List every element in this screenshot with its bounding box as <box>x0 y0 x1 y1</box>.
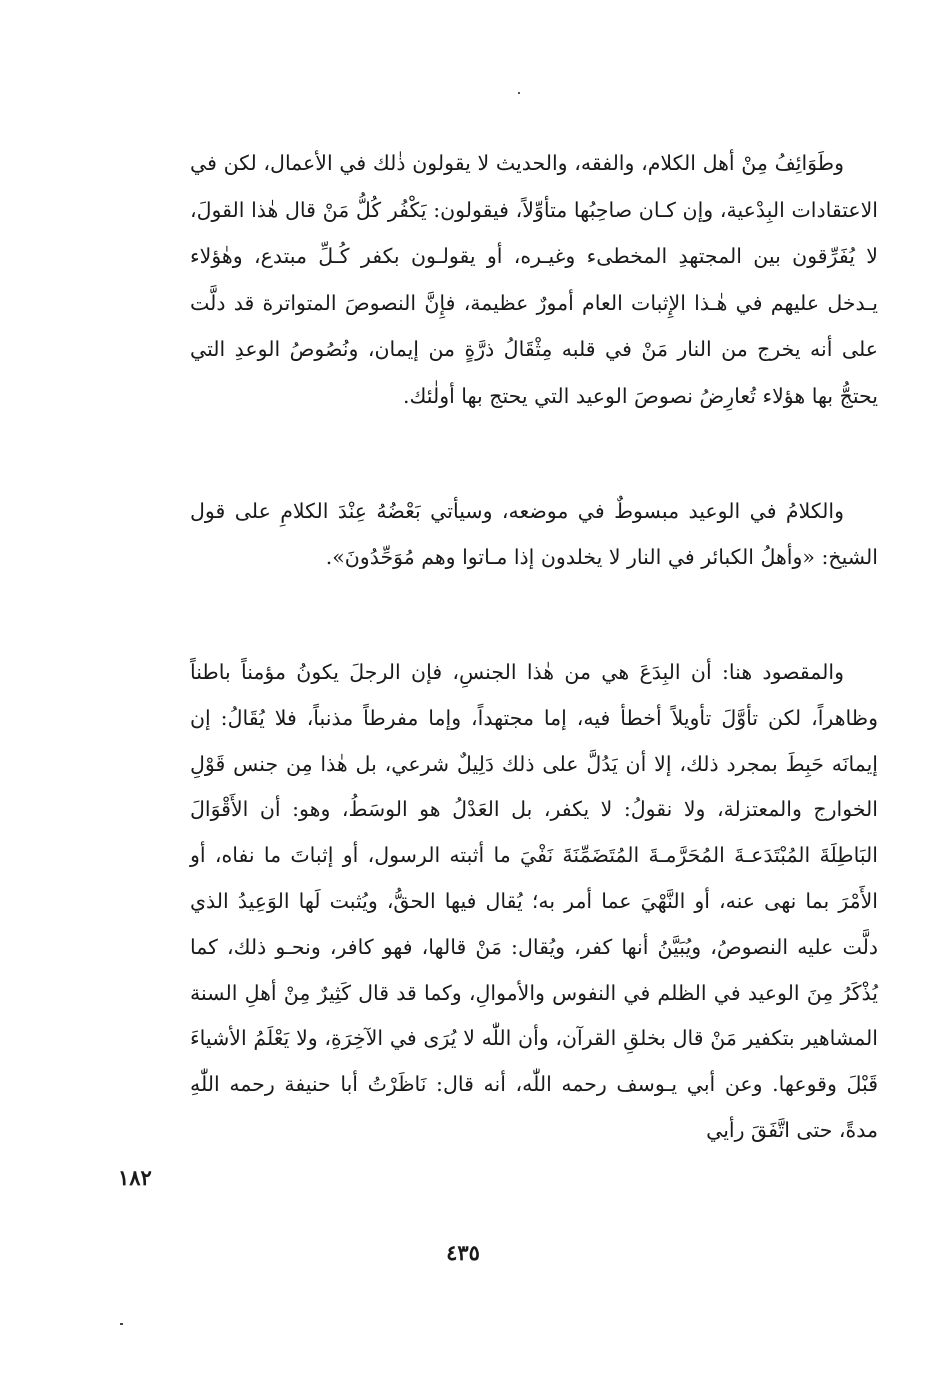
paragraph-3: والمقصود هنا: أن البِدَعَ هي من هٰذا الجنسِ، فإن الرجلَ يكونُ مؤمناً باطناً وظاهراً، لكن تأوَّلَ تأويلاً أخطأ فيه، إما مجتهداً، وإما مفرطاً مذنباً، فلا يُقَالُ: إن إيمانَه حَبِطَ بمجرد ذلك، إلا أن يَدُلَّ على ذلك دَلِيلٌ شرعي، بل هٰذا مِن جنس قَوْلِ الخوارج والمعتزلة، ولا نقولُ: لا يكفر، بل العَدْلُ هو الوسَطُ، وهو: أن الأَقْوَالَ البَاطِلَةَ المُبْتَدَعـةَ المُحَرَّمـةَ المُتَضَمِّنَةَ نَفْيَ ما أثبته الرسول، أو إثباتَ ما نفاه، أو الأَمْرَ بما نهى عنه، أو النَّهْيَ عما أمر به؛ يُقال فيها الحقُّ، ويُثبت لَها الوَعِيدُ الذي دلَّت عليه النصوصُ، ويُبَيَّنُ أنها كفر، ويُقال: مَنْ قالها، فهو كافر، ونحـو ذلك، كما يُذْكَرُ مِنَ الوعيد في الظلم في النفوس والأموالِ، وكما قد قال كَثِيرٌ مِنْ أهلِ السنة المشاهير بتكفير مَنْ قال بخلقِ القرآن، وأن اللّٰه لا يُرَى في الآخِرَةِ، ولا يَعْلَمُ الأشياءَ قَبْلَ وقوعها. وعن أبي يـوسف رحمه اللّٰه، أنه قال: نَاظَرْتُ أبا حنيفة رحمه اللّٰهِ مدةً، حتى اتَّفَقَ رأيي <box>190 660 878 1142</box>
paragraph-2: والكلامُ في الوعيد مبسوطٌ في موضعه، وسيأتي بَعْضُهُ عِنْدَ الكلامِ على قول الشيخ: «وأهلُ الكبائر في النار لا يخلدون إذا مـاتوا وهم مُوَحِّدُونَ». <box>190 499 878 569</box>
scan-speck <box>518 92 520 94</box>
scan-speck <box>120 1323 123 1325</box>
margin-page-reference: ١٨٢ <box>118 1165 152 1190</box>
page-number: ٤٣٥ <box>446 1240 480 1265</box>
paragraph-1: وطَوَائِفُ مِنْ أهل الكلام، والفقه، والحديث لا يقولون ذٰلك في الأعمال، لكن في الاعتقادات البِدْعية، وإن كـان صاحِبُها متأوِّلاً، فيقولون: يَكْفُر كُلُّ مَنْ قال هٰذا القولَ، لا يُفَرِّقون بين المجتهدِ المخطىء وغيـره، أو يقولـون بكفر كُـلِّ مبتدع، وهٰؤلاء يـدخل عليهم في هٰـذا الإِثبات العام أمورٌ عظيمة، فإِنَّ النصوصَ المتواترة قد دلَّت على أنه يخرج من النار مَنْ في قلبه مِثْقَالُ ذرَّةٍ من إيمان، ونُصُوصُ الوعدِ التي يحتجُّ بها هؤلاء تُعارِضُ نصوصَ الوعيد التي يحتج بها أولٰئك. <box>190 151 878 408</box>
